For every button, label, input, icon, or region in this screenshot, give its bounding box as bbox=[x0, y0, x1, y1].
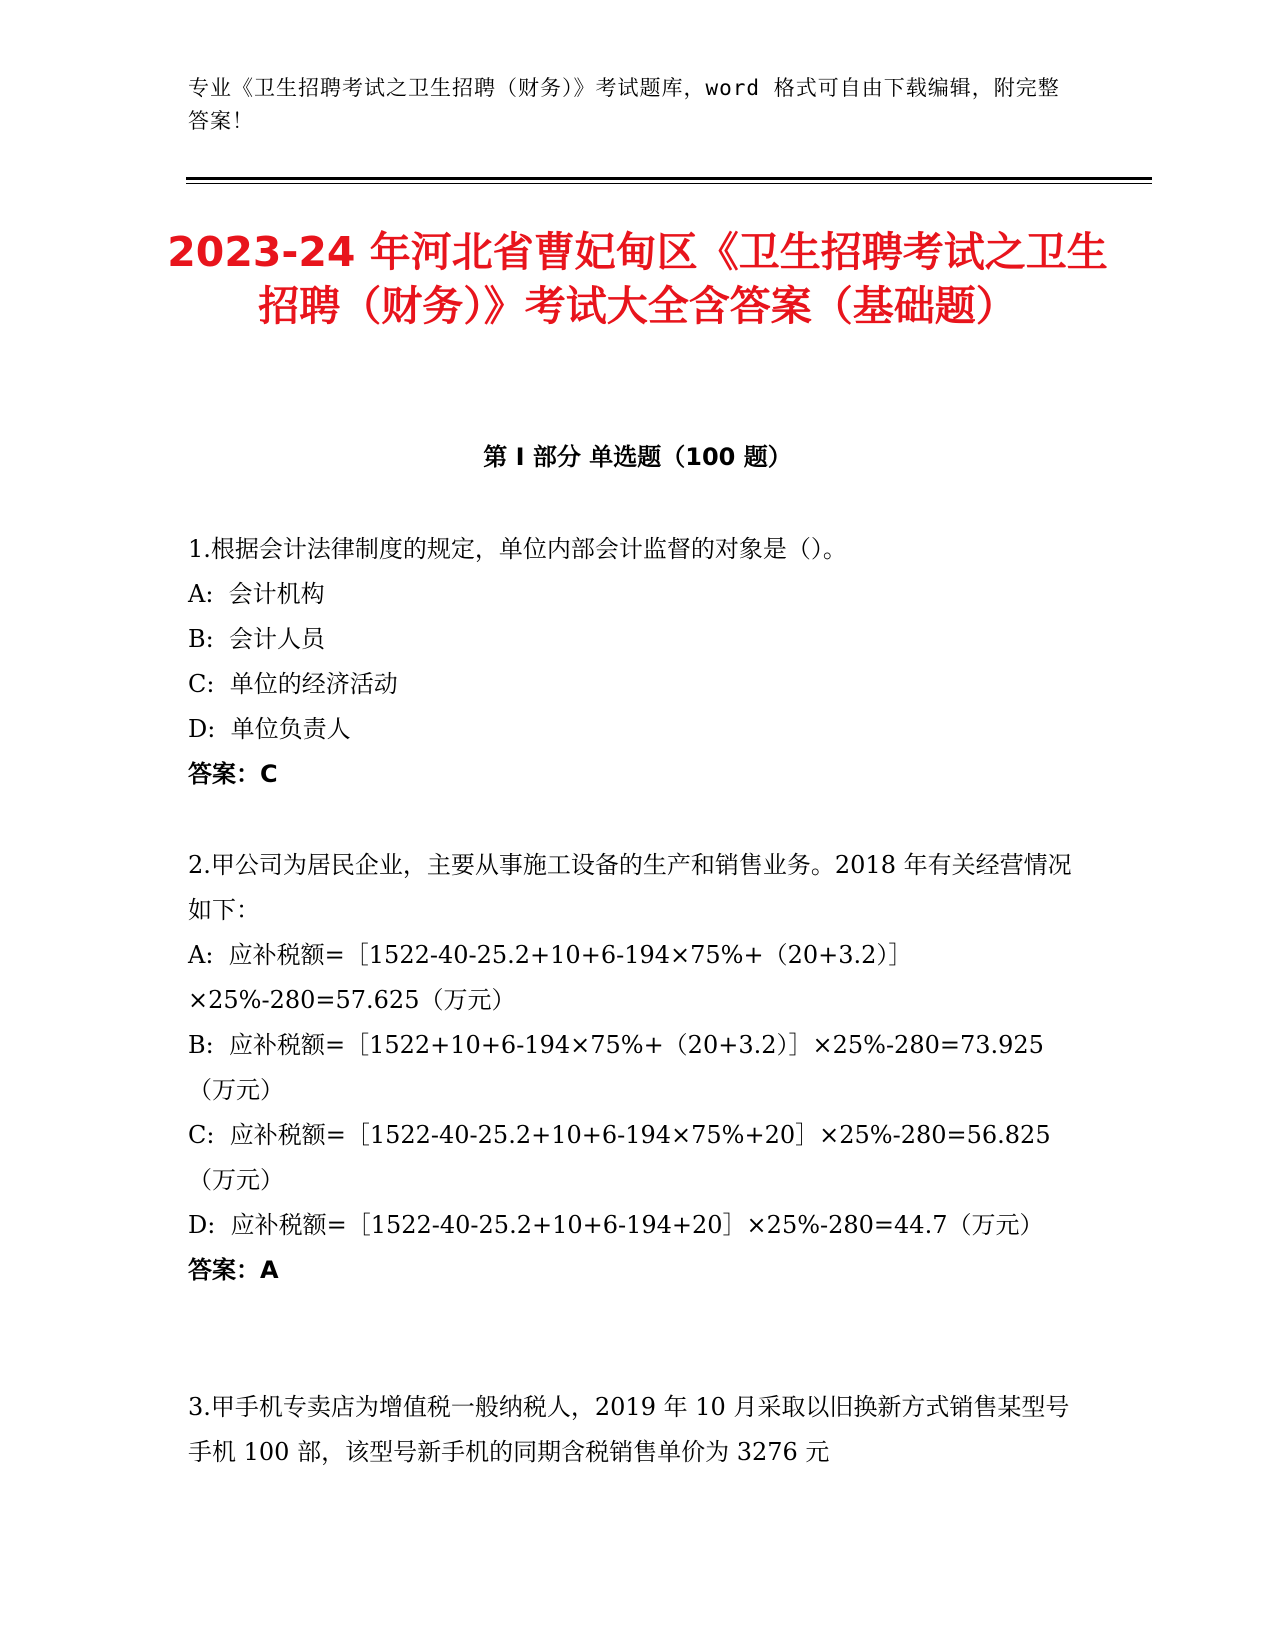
question-3 bbox=[188, 1385, 1078, 1475]
question-stem: 2.甲公司为居民企业，主要从事施工设备的生产和销售业务。2018 年有关经营情况如下： bbox=[188, 851, 1072, 924]
section-heading: 第 I 部分 单选题（100 题） bbox=[483, 443, 792, 471]
option-d: D: 应补税额=［1522-40-25.2+10+6-194+20］×25%-280=44.7（万元） bbox=[188, 1211, 1044, 1239]
header-note: 专业《卫生招聘考试之卫生招聘（财务）》考试题库，word 格式可自由下载编辑，附完整答案！ bbox=[188, 76, 1060, 133]
option-d: D: 单位负责人 bbox=[188, 715, 351, 743]
option-a: A: 应补税额=［1522-40-25.2+10+6-194×75%+（20+3.2）］×25%-280=57.625（万元） bbox=[188, 941, 913, 1014]
option-c: C: 单位的经济活动 bbox=[188, 670, 398, 698]
document-title: 2023-24 年河北省曹妃甸区《卫生招聘考试之卫生招聘（财务）》考试大全含答案（基础题） bbox=[167, 228, 1108, 330]
question-stem: 1.根据会计法律制度的规定，单位内部会计监督的对象是（）。 bbox=[188, 535, 847, 563]
answer: 答案：C bbox=[188, 760, 278, 788]
option-b: B: 应补税额=［1522+10+6-194×75%+（20+3.2）］×25%-280=73.925（万元） bbox=[188, 1031, 1044, 1104]
option-b: B: 会计人员 bbox=[188, 625, 325, 653]
answer: 答案：A bbox=[188, 1256, 279, 1284]
option-a: A: 会计机构 bbox=[188, 580, 325, 608]
question-stem: 3.甲手机专卖店为增值税一般纳税人，2019 年 10 月采取以旧换新方式销售某型号手机 100 部，该型号新手机的同期含税销售单价为 3276 元 bbox=[188, 1393, 1070, 1466]
option-c: C: 应补税额=［1522-40-25.2+10+6-194×75%+20］×25%-280=56.825（万元） bbox=[188, 1121, 1051, 1194]
header-rule-thin bbox=[186, 183, 1152, 184]
header-rule-thick bbox=[186, 177, 1152, 180]
question-1 bbox=[188, 527, 1078, 797]
question-2 bbox=[188, 843, 1078, 1293]
